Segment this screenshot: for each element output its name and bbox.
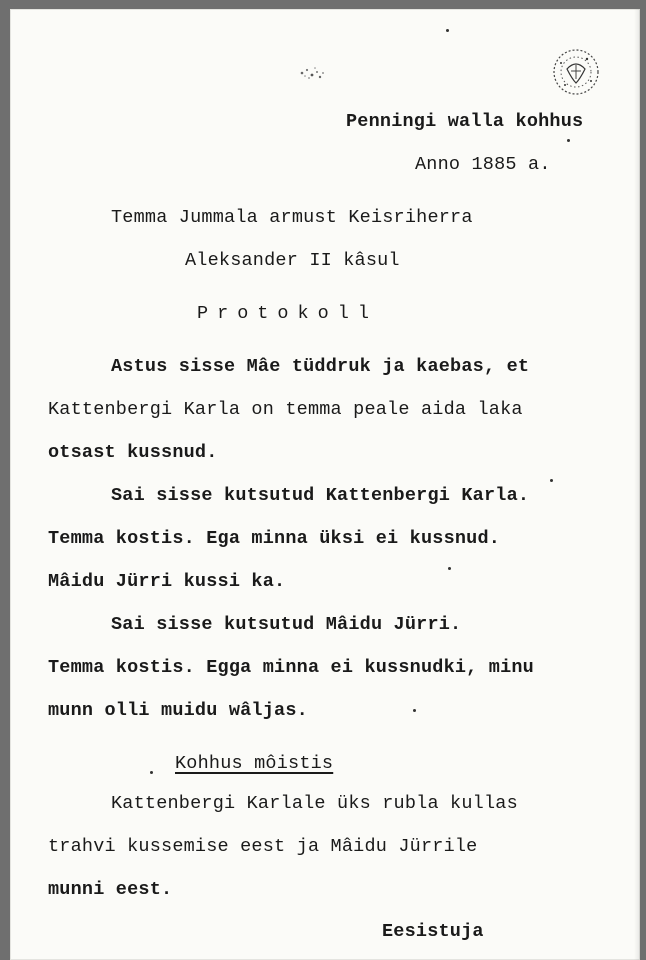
invocation-line-2: Aleksander II kâsul <box>185 250 400 271</box>
decision-line-3: munni eest. <box>48 879 173 900</box>
decision-line-1: Kattenbergi Karlale üks rubla kullas <box>111 793 518 814</box>
body-line-3: otsast kussnud. <box>48 442 218 463</box>
ink-smudge <box>292 61 332 87</box>
body-line-1: Astus sisse Mâe tüddruk ja kaebas, et <box>111 356 530 377</box>
document-year: Anno 1885 a. <box>415 154 551 175</box>
speck <box>150 771 153 774</box>
speck <box>448 567 451 570</box>
body-line-5: Temma kostis. Ega minna üksi ei kussnud. <box>48 528 501 549</box>
speck <box>413 709 416 712</box>
decision-heading: Kohhus môistis <box>175 753 334 774</box>
speck <box>446 29 449 32</box>
body-line-2: Kattenbergi Karla on temma peale aida laka <box>48 399 523 420</box>
speck <box>567 139 570 142</box>
body-line-4: Sai sisse kutsutud Kattenbergi Karla. <box>111 485 530 506</box>
decision-line-2: trahvi kussemise eest ja Mâidu Jürrile <box>48 836 478 857</box>
document-page <box>10 9 640 960</box>
invocation-line-1: Temma Jummala armust Keisriherra <box>111 207 473 228</box>
document-title: Protokoll <box>197 303 378 324</box>
body-line-8: Temma kostis. Egga minna ei kussnudki, minu <box>48 657 534 678</box>
body-line-7: Sai sisse kutsutud Mâidu Jürri. <box>111 614 462 635</box>
body-line-9: munn olli muidu wâljas. <box>48 700 308 721</box>
signature-label: Eesistuja <box>382 921 484 942</box>
speck <box>550 479 553 482</box>
court-name: Penningi walla kohhus <box>346 111 584 132</box>
seal-stamp-icon <box>547 45 605 99</box>
body-line-6: Mâidu Jürri kussi ka. <box>48 571 286 592</box>
page-edge-shadow <box>634 9 640 960</box>
